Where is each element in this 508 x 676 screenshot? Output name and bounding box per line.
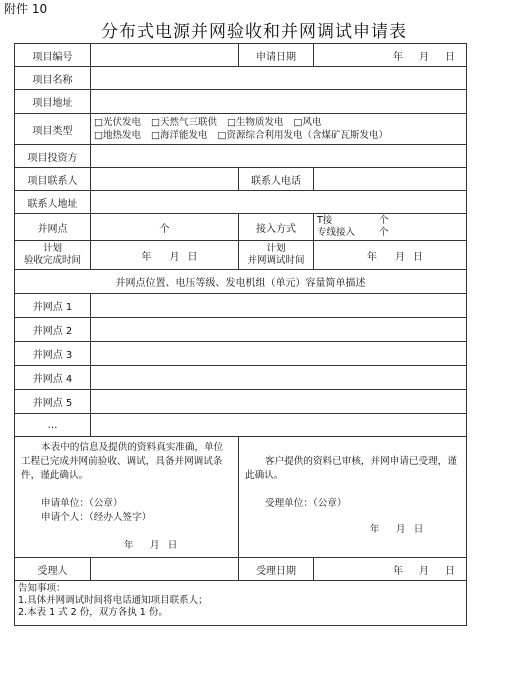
applicant-date[interactable]	[21, 539, 232, 553]
project-type-options	[91, 114, 467, 145]
attachment-number: 附件 10	[4, 2, 48, 16]
label-point-4: 并网点 4	[15, 366, 91, 390]
label-point-5: 并网点 5	[15, 390, 91, 414]
applicant-statement: 本表中的信息及提供的资料真实准确，单位工程已完成并网前验收、调试，具备并网调试条件，谨此确认。	[21, 442, 224, 481]
form-title: 分布式电源并网验收和并网调试申请表	[101, 22, 407, 42]
field-receiver[interactable]	[91, 558, 239, 581]
grid-points-unit: 个	[159, 223, 170, 235]
label-investor: 项目投资方	[15, 145, 91, 168]
field-contact[interactable]	[91, 168, 239, 191]
label-grid-points: 并网点	[15, 214, 91, 241]
acceptor-date[interactable]	[245, 523, 460, 537]
rd-day: 日	[445, 565, 455, 577]
ad-day: 日	[167, 540, 178, 551]
field-plan-debug[interactable]	[314, 241, 467, 270]
label-project-type: 项目类型	[15, 114, 91, 145]
field-project-addr[interactable]	[91, 90, 467, 114]
label-receiver: 受理人	[15, 558, 91, 581]
field-point-more[interactable]	[91, 414, 467, 437]
application-form	[14, 43, 467, 626]
row-declarations	[15, 437, 467, 558]
option-biomass[interactable]: □生物质发电	[227, 117, 284, 128]
row-receiver	[15, 558, 467, 581]
rd-year: 年	[393, 565, 403, 577]
pd-day: 日	[413, 251, 423, 263]
field-investor[interactable]	[91, 145, 467, 168]
field-grid-points[interactable]	[91, 214, 239, 241]
notice-title: 告知事项：	[18, 583, 66, 594]
access-t-unit: 个	[379, 215, 389, 226]
row-plan-times	[15, 241, 467, 270]
label-point-more: …	[15, 414, 91, 437]
acc-year: 年	[369, 524, 380, 535]
acc-month: 月	[395, 524, 406, 535]
plan-accept-line2: 验收完成时间	[23, 255, 81, 266]
option-wind[interactable]: □风电	[293, 117, 322, 128]
notice-section	[15, 581, 467, 626]
notice-item-1: 1.具体并网调试时间将电话通知项目联系人；	[18, 595, 208, 606]
ad-month: 月	[149, 540, 160, 551]
row-point-1	[15, 294, 467, 318]
plan-accept-line1: 计划	[42, 243, 62, 254]
label-apply-date: 申请日期	[239, 44, 314, 67]
field-access-mode[interactable]	[314, 214, 467, 241]
description-header: 并网点位置、电压等级、发电机组（单元）容量简单描述	[15, 270, 467, 294]
row-point-4	[15, 366, 467, 390]
label-contact: 项目联系人	[15, 168, 91, 191]
row-grid-points	[15, 214, 467, 241]
label-project-addr: 项目地址	[15, 90, 91, 114]
date-year: 年	[393, 51, 403, 63]
field-apply-date[interactable]	[314, 44, 467, 67]
pa-month: 月	[169, 251, 180, 263]
row-notes	[15, 581, 467, 626]
acceptor-declaration	[239, 437, 467, 558]
row-project-no	[15, 44, 467, 67]
field-contact-addr[interactable]	[91, 191, 467, 214]
row-point-2	[15, 318, 467, 342]
access-dedicated-unit: 个	[379, 227, 389, 238]
access-t: T接	[317, 215, 333, 226]
option-pv[interactable]: □光伏发电	[94, 117, 141, 128]
label-plan-debug	[239, 241, 314, 270]
row-point-more	[15, 414, 467, 437]
pa-day: 日	[187, 251, 198, 263]
option-resource[interactable]: □资源综合利用发电（含煤矿瓦斯发电）	[217, 130, 389, 141]
field-point-2[interactable]	[91, 318, 467, 342]
access-dedicated: 专线接入	[317, 227, 356, 238]
row-point-3	[15, 342, 467, 366]
label-accept-date: 受理日期	[239, 558, 314, 581]
field-point-4[interactable]	[91, 366, 467, 390]
field-point-5[interactable]	[91, 390, 467, 414]
row-project-addr	[15, 90, 467, 114]
field-project-no[interactable]	[91, 44, 239, 67]
option-ocean[interactable]: □海洋能发电	[151, 130, 208, 141]
field-point-3[interactable]	[91, 342, 467, 366]
label-contact-phone: 联系人电话	[239, 168, 314, 191]
date-month: 月	[419, 51, 429, 63]
date-day: 日	[445, 51, 455, 63]
applicant-unit[interactable]: 申请单位：（公章）	[41, 498, 123, 509]
rd-month: 月	[419, 565, 429, 577]
field-accept-date[interactable]	[314, 558, 467, 581]
pa-year: 年	[141, 251, 152, 263]
plan-debug-line1: 计划	[266, 243, 286, 254]
row-contact	[15, 168, 467, 191]
row-contact-addr	[15, 191, 467, 214]
label-plan-accept	[15, 241, 91, 270]
label-contact-addr: 联系人地址	[15, 191, 91, 214]
acceptor-statement: 客户提供的资料已审核，并网申请已受理，谨此确认。	[245, 456, 457, 481]
applicant-declaration	[15, 437, 239, 558]
row-point-5	[15, 390, 467, 414]
plan-debug-line2: 并网调试时间	[247, 255, 305, 266]
row-project-name	[15, 67, 467, 90]
label-project-name: 项目名称	[15, 67, 91, 90]
row-project-type	[15, 114, 467, 145]
ad-year: 年	[123, 540, 134, 551]
acceptor-unit[interactable]: 受理单位：（公章）	[265, 498, 347, 509]
acc-day: 日	[413, 524, 424, 535]
row-investor	[15, 145, 467, 168]
field-plan-accept[interactable]	[91, 241, 239, 270]
field-project-name[interactable]	[91, 67, 467, 90]
label-point-2: 并网点 2	[15, 318, 91, 342]
option-gas-cchp[interactable]: □天然气三联供	[151, 117, 217, 128]
option-geothermal[interactable]: □地热发电	[94, 130, 141, 141]
applicant-person[interactable]: 申请个人：（经办人签字）	[41, 512, 152, 523]
field-contact-phone[interactable]	[314, 168, 467, 191]
field-point-1[interactable]	[91, 294, 467, 318]
label-access-mode: 接入方式	[239, 214, 314, 241]
notice-item-2: 2.本表 1 式 2 份，双方各执 1 份。	[18, 607, 168, 618]
label-point-3: 并网点 3	[15, 342, 91, 366]
label-point-1: 并网点 1	[15, 294, 91, 318]
pd-year: 年	[367, 251, 377, 263]
label-project-no: 项目编号	[15, 44, 91, 67]
pd-month: 月	[395, 251, 405, 263]
row-desc-header	[15, 270, 467, 294]
